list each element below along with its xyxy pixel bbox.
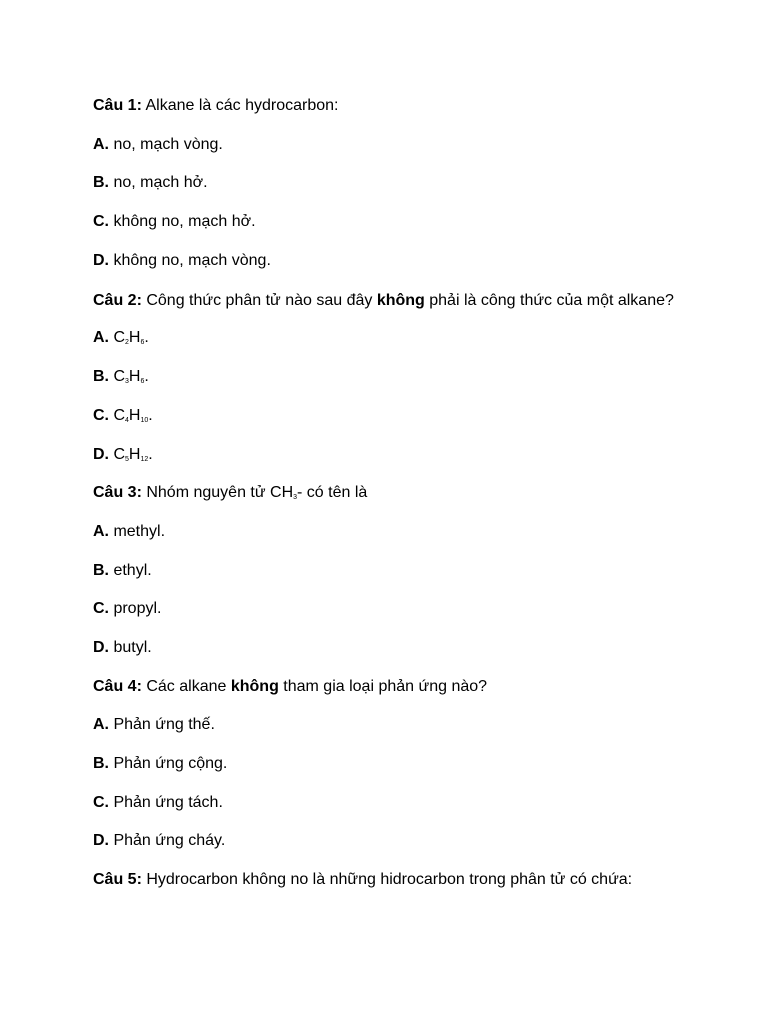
option-label: A. bbox=[93, 135, 109, 153]
option-label: B. bbox=[93, 368, 109, 386]
question-label: Câu 3: bbox=[93, 484, 142, 502]
option-text: butyl. bbox=[109, 638, 152, 656]
option-label: D. bbox=[93, 832, 109, 850]
option-label: A. bbox=[93, 522, 109, 540]
formula-end: . bbox=[148, 445, 153, 463]
question-emphasis: không bbox=[230, 677, 279, 695]
option-text: Phản ứng cộng. bbox=[109, 755, 228, 772]
formula-sub: 6 bbox=[140, 378, 145, 386]
option-a bbox=[93, 522, 675, 542]
question-label: Câu 5: bbox=[93, 871, 142, 889]
formula-sub: 3 bbox=[125, 378, 129, 386]
option-label: D. bbox=[93, 251, 109, 269]
formula-sub: 3 bbox=[293, 494, 298, 502]
formula-sub: 5 bbox=[125, 455, 129, 463]
question-text: Các alkane bbox=[141, 677, 231, 695]
formula-h: H bbox=[128, 445, 141, 463]
option-b bbox=[93, 561, 675, 581]
question-label: Câu 2: bbox=[93, 292, 142, 310]
option-b bbox=[93, 367, 675, 387]
formula-h: H bbox=[128, 329, 141, 347]
question-label: Câu 4: bbox=[93, 677, 142, 695]
option-label: C. bbox=[93, 213, 109, 231]
question-5 bbox=[93, 870, 675, 890]
question-text: phải là công thức của một alkane? bbox=[424, 292, 674, 310]
question-label: Câu 1: bbox=[93, 97, 142, 114]
option-text: no, mạch hở. bbox=[109, 174, 208, 192]
option-text: ethyl. bbox=[109, 561, 152, 579]
formula-c: C bbox=[113, 406, 126, 424]
formula-end: . bbox=[148, 406, 153, 424]
option-label: B. bbox=[93, 174, 109, 192]
question-text: Nhóm nguyên tử CH bbox=[141, 484, 294, 502]
option-text: methyl. bbox=[109, 522, 166, 540]
option-text: không no, mạch hở. bbox=[109, 213, 256, 231]
option-label: C. bbox=[93, 793, 109, 811]
option-label: C. bbox=[93, 600, 109, 618]
option-a bbox=[93, 135, 675, 155]
option-b bbox=[93, 173, 675, 193]
option-text: không no, mạch vòng. bbox=[109, 251, 271, 269]
option-label: C. bbox=[93, 406, 109, 424]
formula-sub: 2 bbox=[125, 339, 129, 347]
question-text: Alkane là các hydrocarbon: bbox=[141, 97, 339, 114]
question-text: - có tên là bbox=[297, 484, 368, 502]
formula-h: H bbox=[128, 368, 141, 386]
option-label: B. bbox=[93, 561, 109, 579]
question-text: tham gia loại phản ứng nào? bbox=[278, 677, 488, 695]
option-d bbox=[93, 831, 675, 851]
option-c bbox=[93, 212, 675, 232]
option-c bbox=[93, 793, 675, 813]
formula-sub: 12 bbox=[140, 455, 149, 463]
formula-sub: 4 bbox=[125, 416, 129, 424]
option-d bbox=[93, 251, 675, 271]
option-c bbox=[93, 599, 675, 619]
option-label: D. bbox=[93, 638, 109, 656]
question-4 bbox=[93, 677, 675, 697]
formula-end: . bbox=[144, 329, 149, 347]
question-text: Hydrocarbon không no là những hidrocarbon trong phân tử có chứa: bbox=[141, 871, 633, 889]
question-2 bbox=[93, 289, 675, 312]
formula-c: C bbox=[113, 445, 126, 463]
option-label: D. bbox=[93, 445, 109, 463]
option-b bbox=[93, 754, 675, 774]
question-emphasis: không bbox=[376, 292, 425, 310]
option-c bbox=[93, 406, 675, 426]
option-label: A. bbox=[93, 716, 109, 734]
option-text: Phản ứng cháy. bbox=[109, 832, 226, 850]
option-text: no, mạch vòng. bbox=[109, 135, 223, 153]
formula-c: C bbox=[113, 329, 126, 347]
formula-sub: 10 bbox=[140, 416, 149, 424]
option-label: B. bbox=[93, 755, 109, 772]
formula-h: H bbox=[128, 406, 141, 424]
question-1 bbox=[93, 96, 675, 116]
option-d bbox=[93, 638, 675, 658]
option-text: Phản ứng tách. bbox=[109, 793, 223, 811]
document-page bbox=[93, 96, 675, 909]
question-3 bbox=[93, 483, 675, 503]
question-text: Công thức phân tử nào sau đây bbox=[141, 292, 377, 310]
option-label: A. bbox=[93, 329, 109, 347]
option-text: Phản ứng thế. bbox=[109, 716, 215, 734]
option-a bbox=[93, 715, 675, 735]
option-text: propyl. bbox=[109, 600, 162, 618]
formula-c: C bbox=[113, 368, 126, 386]
formula-end: . bbox=[144, 368, 149, 386]
formula-sub: 6 bbox=[140, 339, 145, 347]
option-a bbox=[93, 328, 675, 348]
option-d bbox=[93, 445, 675, 465]
